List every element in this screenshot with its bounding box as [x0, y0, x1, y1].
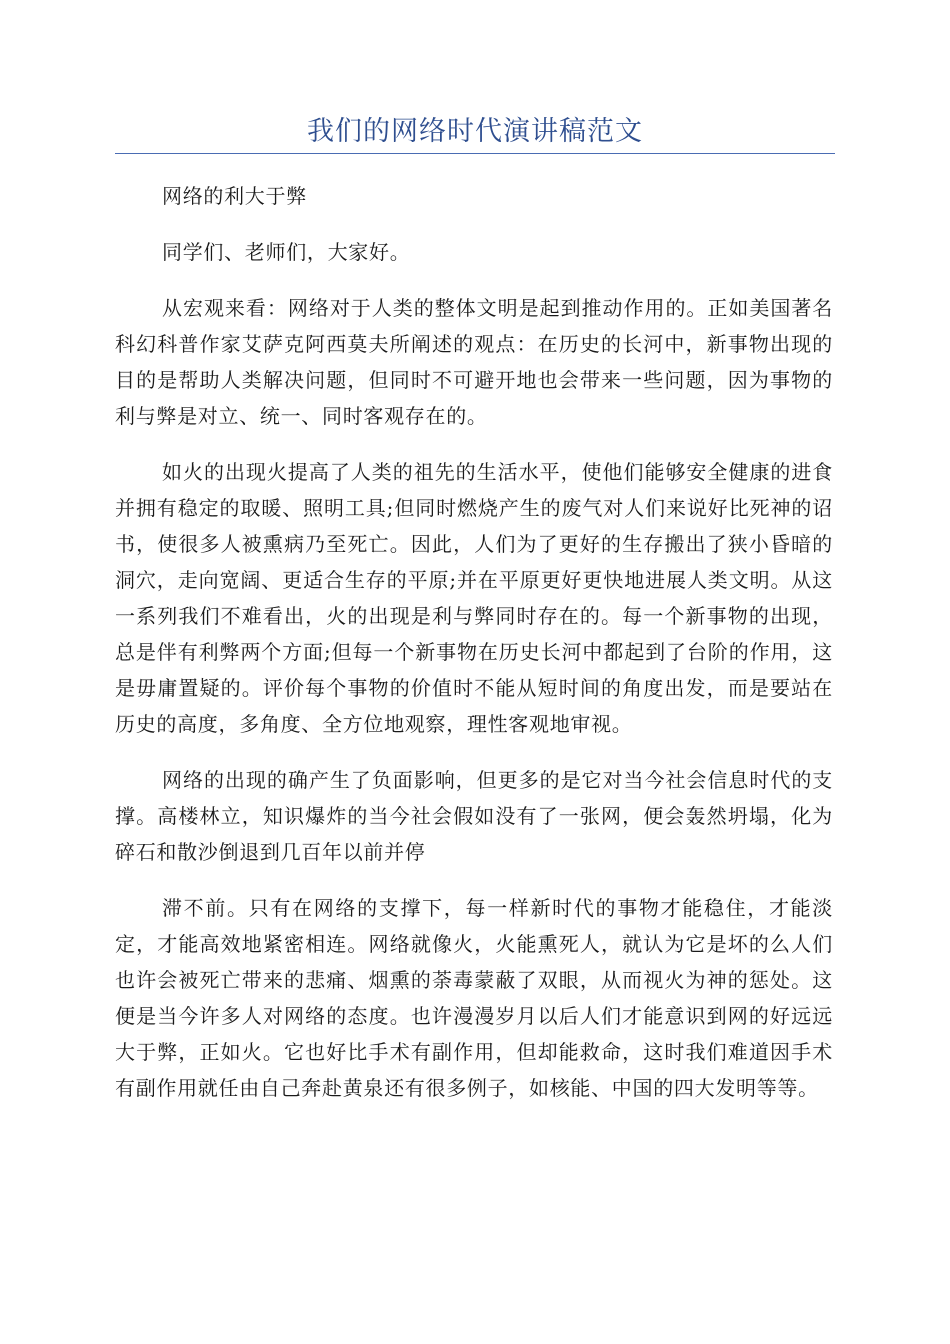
paragraph-network-support: 网络的出现的确产生了负面影响，但更多的是它对当今社会信息时代的支撑。高楼林立，知识爆炸的当今社会假如没有了一张网，便会轰然坍塌，化为碎石和散沙倒退到几百年以前并停 [115, 768, 833, 864]
paragraph-conclusion: 滞不前。只有在网络的支撑下，每一样新时代的事物才能稳住，才能淡定，才能高效地紧密相连。网络就像火，火能熏死人，就认为它是坏的么人们也许会被死亡带来的悲痛、烟熏的荼毒蒙蔽了双眼，从而视火为神的惩处。这便是当今许多人对网络的态度。也许漫漫岁月以后人们才能意识到网的好远远大于弊，正如火。它也好比手术有副作用，但却能救命，这时我们难道因手术有副作用就任由自己奔赴黄泉还有很多例子，如核能、中国的四大发明等等。 [115, 896, 833, 1100]
title-underline [115, 153, 835, 154]
document-body [115, 178, 833, 1126]
paragraph-greeting: 同学们、老师们，大家好。 [162, 240, 411, 264]
document-title: 我们的网络时代演讲稿范文 [307, 116, 643, 147]
paragraph-subtitle: 网络的利大于弊 [162, 184, 307, 208]
paragraph-macro-view: 从宏观来看：网络对于人类的整体文明是起到推动作用的。正如美国著名科幻科普作家艾萨克阿西莫夫所阐述的观点：在历史的长河中，新事物出现的目的是帮助人类解决问题，但同时不可避开地也会带来一些问题，因为事物的利与弊是对立、统一、同时客观存在的。 [115, 296, 833, 428]
paragraph-fire-example: 如火的出现火提高了人类的祖先的生活水平，使他们能够安全健康的进食并拥有稳定的取暖、照明工具;但同时燃烧产生的废气对人们来说好比死神的诏书，使很多人被熏病乃至死亡。因此，人们为了更好的生存搬出了狭小昏暗的洞穴，走向宽阔、更适合生存的平原;并在平原更好更快地进展人类文明。从这一系列我们不难看出，火的出现是利与弊同时存在的。每一个新事物的出现，总是伴有利弊两个方面;但每一个新事物在历史长河中都起到了台阶的作用，这是毋庸置疑的。评价每个事物的价值时不能从短时间的角度出发，而是要站在历史的高度，多角度、全方位地观察，理性客观地审视。 [115, 460, 833, 736]
